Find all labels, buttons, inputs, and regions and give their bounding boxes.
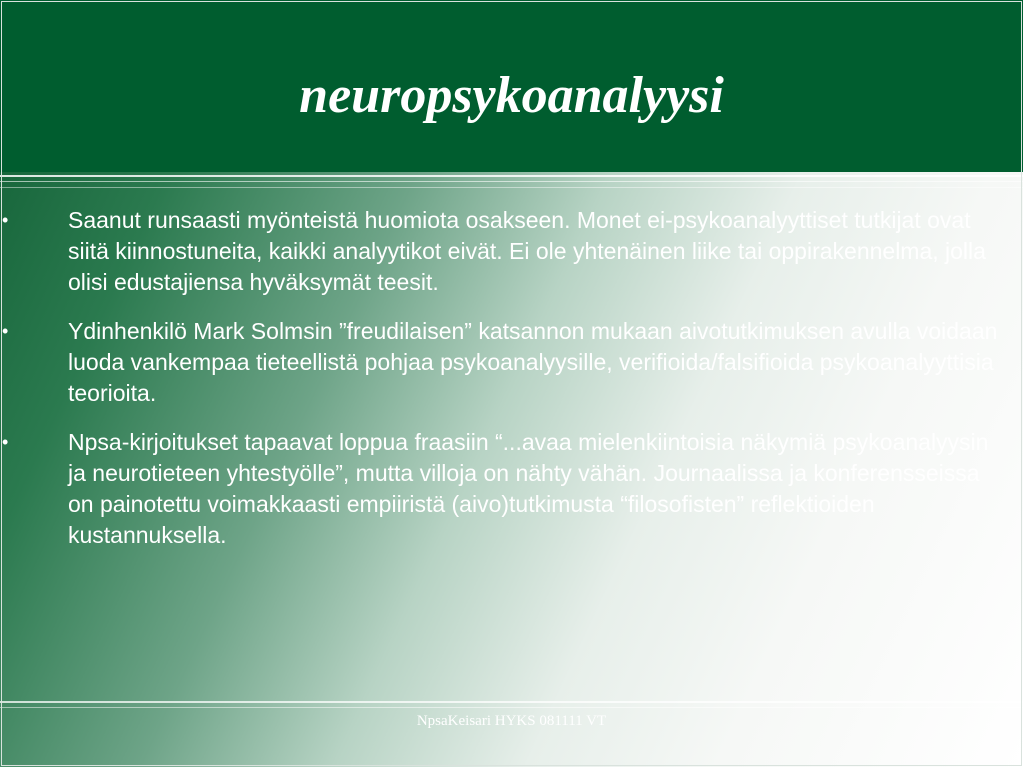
bullet-marker: • [2,432,9,452]
bullet-list [0,205,1023,569]
bullet-item [0,205,1023,298]
divider-line [0,187,1023,188]
bullet-text: Saanut runsaasti myönteistä huomiota osakseen. Monet ei-psykoanalyyttiset tutkijat ovat siitä kiinnostuneita, kaikki analyytikot eivät. Ei ole yhtenäinen liike tai oppirakennelma, jolla olisi edustajiensa hyväksymät teesit. [68,207,986,295]
slide-title: neuropsykoanalyysi [299,67,724,124]
slide-footer: NpsaKeisari HYKS 081111 VT [416,713,607,729]
divider-line [0,181,1023,182]
divider-line [0,175,1023,177]
bullet-item [0,427,1023,551]
bullet-text: Ydinhenkilö Mark Solmsin ”freudilaisen” katsannon mukaan aivotutkimuksen avulla voidaan luoda vankempaa tieteellistä pohjaa psykoanalyysille, verifioida/falsifioida psykoanalyyttisia teorioita. [68,318,998,406]
bullet-marker: • [2,210,9,230]
bullet-marker: • [2,321,9,341]
divider-line [0,707,1023,708]
bullet-text: Npsa-kirjoitukset tapaavat loppua fraasiin “...avaa mielenkiintoisia näkymiä psykoanalyysin ja neurotieteen yhtestyölle”, mutta villoja on nähty vähän. Journaalissa ja konferensseissa on painotettu voimakkaasti empiiristä (aivo)tutkimusta “filosofisten” reflektioiden kustannuksella. [68,429,989,548]
divider-line [0,701,1023,703]
bullet-item [0,316,1023,409]
